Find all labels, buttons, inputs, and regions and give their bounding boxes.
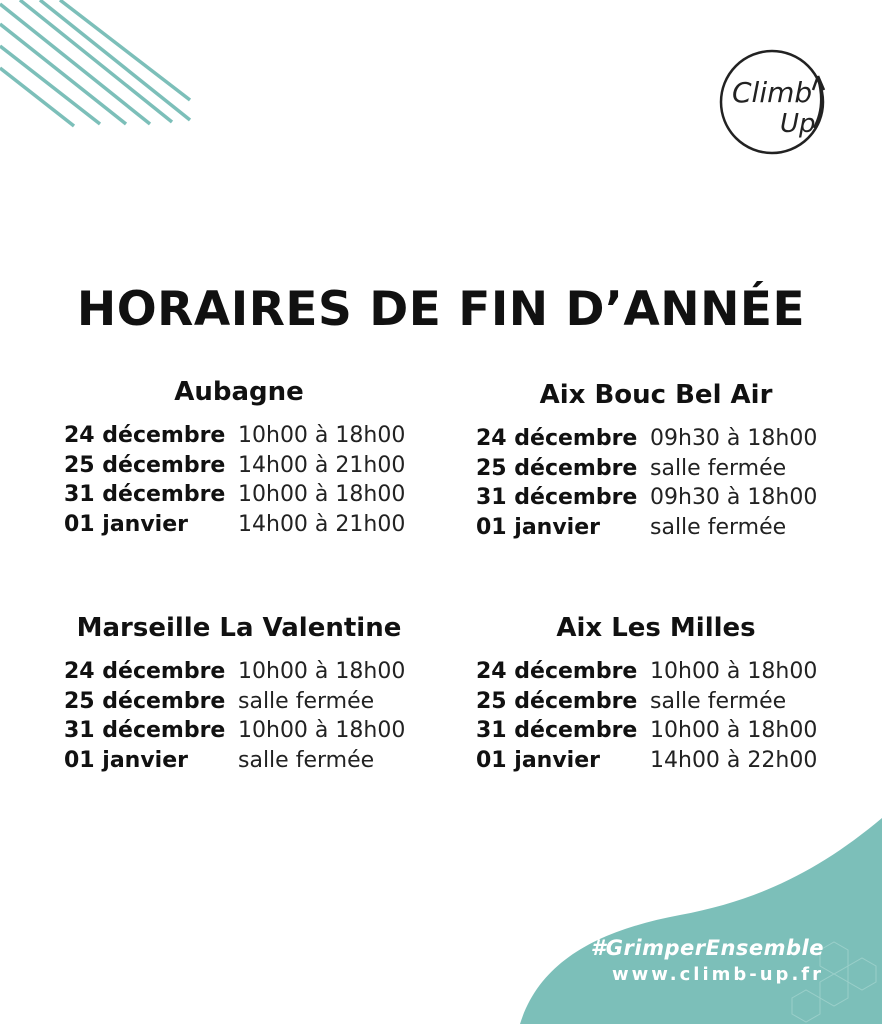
schedule-day: 25 décembre [64, 452, 226, 478]
schedule-hours: 14h00 à 21h00 [238, 452, 406, 478]
schedule-day: 01 janvier [476, 747, 600, 773]
schedule-day: 31 décembre [64, 718, 226, 744]
schedule-day: 24 décembre [64, 423, 226, 449]
hashtag-text: #GrimperEnsemble [590, 936, 824, 960]
logo-text-line1: Climb [732, 76, 813, 109]
schedule-hours: salle fermée [238, 688, 375, 714]
schedule-day: 24 décembre [476, 659, 638, 685]
schedule-day: 31 décembre [64, 482, 226, 508]
schedule-hours: 10h00 à 18h00 [238, 659, 406, 685]
schedule-hours: salle fermée [650, 688, 787, 714]
schedule-hours: salle fermée [238, 747, 375, 773]
website-link[interactable]: www.climb-up.fr [612, 964, 824, 985]
schedule-day: 24 décembre [64, 659, 226, 685]
schedule-hours: 10h00 à 18h00 [650, 659, 818, 685]
schedule-hours: 09h30 à 18h00 [650, 426, 818, 452]
schedule-hours: 10h00 à 18h00 [650, 718, 818, 744]
schedule-hours: 10h00 à 18h00 [238, 718, 406, 744]
schedule-hours: salle fermée [650, 455, 787, 481]
location-title: Aix Les Milles [556, 613, 756, 643]
schedule-hours: 10h00 à 18h00 [238, 482, 406, 508]
schedule-day: 25 décembre [476, 688, 638, 714]
schedule-day: 25 décembre [64, 688, 226, 714]
schedule-day: 31 décembre [476, 718, 638, 744]
schedule-day: 31 décembre [476, 485, 638, 511]
schedule-hours: salle fermée [650, 514, 787, 540]
schedule-day: 24 décembre [476, 426, 638, 452]
schedule-hours: 10h00 à 18h00 [238, 423, 406, 449]
location-title: Marseille La Valentine [76, 613, 402, 643]
logo-text-line2: Up [780, 109, 816, 139]
schedule-hours: 14h00 à 21h00 [238, 511, 406, 537]
schedule-hours: 14h00 à 22h00 [650, 747, 818, 773]
schedule-day: 01 janvier [64, 511, 188, 537]
page-title: HORAIRES DE FIN D’ANNÉE [76, 282, 806, 337]
schedule-day: 25 décembre [476, 455, 638, 481]
schedule-day: 01 janvier [64, 747, 188, 773]
schedule-day: 01 janvier [476, 514, 600, 540]
schedule-hours: 09h30 à 18h00 [650, 485, 818, 511]
location-title: Aubagne [174, 377, 304, 407]
location-title: Aix Bouc Bel Air [539, 380, 773, 410]
